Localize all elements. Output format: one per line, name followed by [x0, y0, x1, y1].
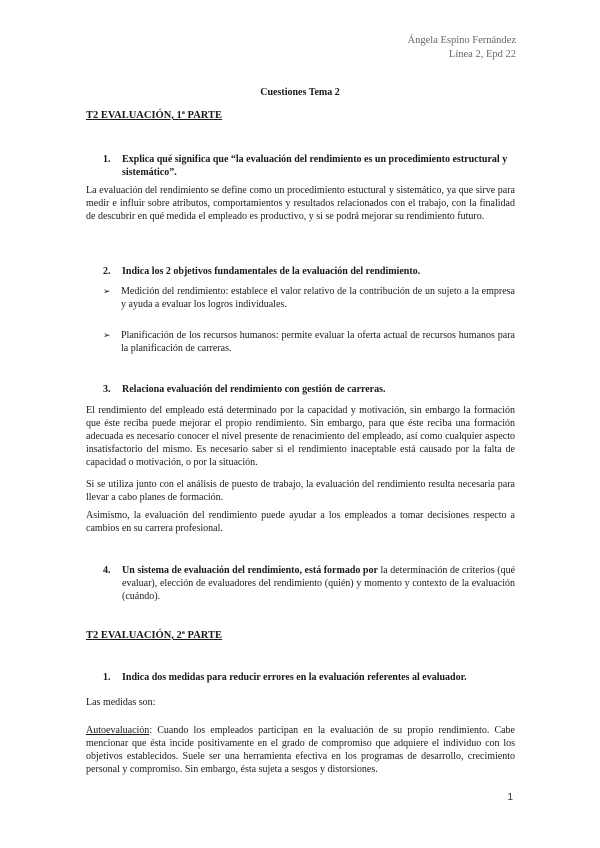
bullet-item: [103, 285, 515, 311]
question-1: [103, 153, 515, 179]
bullet-item: [103, 329, 515, 355]
question-part2-1: [103, 671, 515, 684]
question-number: 4.: [103, 565, 111, 576]
question-2: [103, 265, 515, 278]
bullet-text: Planificación de los recursos humanos: permite evaluar la oferta actual de recursos humanos para la planificación de carreras.: [121, 330, 515, 354]
header-author: Ángela Espino Fernández: [407, 35, 516, 46]
question-4-rest: la determinación de criterios (qué evaluar), elección de evaluadores del rendimiento (quién) y momento y contexto de la evaluación (cuándo).: [122, 565, 516, 602]
question-4: [103, 564, 515, 603]
question-text: Explica qué significa que “la evaluación del rendimiento es un procedimiento estructural y sistemático”.: [122, 154, 508, 178]
bullet-text: Medición del rendimiento: establece el valor relativo de la contribución de un sujeto a la empresa y ayuda a evaluar los logros individuales.: [121, 286, 515, 310]
page-number: 1: [507, 792, 513, 803]
answer-3-paragraph: Asimismo, la evaluación del rendimiento puede ayudar a los empleados a tomar decisiones respecto a cambios en su carrera profesional.: [86, 510, 515, 534]
term-autoevaluacion: Autoevaluación: [86, 725, 150, 736]
section-heading-part2: T2 EVALUACIÓN, 2ª PARTE: [86, 630, 222, 641]
answer-part2-1: [86, 724, 515, 776]
question-4-bold: Un sistema de evaluación del rendimiento, está formado por: [122, 565, 378, 576]
answer-intro: Las medidas son:: [86, 697, 156, 708]
section-heading-part1: T2 EVALUACIÓN, 1ª PARTE: [86, 110, 222, 121]
arrowhead-bullet-icon: ➢: [103, 330, 111, 340]
header-line: Línea 2, Epd 22: [448, 49, 516, 60]
question-text: Relaciona evaluación del rendimiento con gestión de carreras.: [122, 384, 386, 395]
question-number: 1.: [103, 154, 111, 165]
question-text: Indica los 2 objetivos fundamentales de la evaluación del rendimiento.: [122, 266, 421, 277]
answer-3-paragraph: El rendimiento del empleado está determinado por la capacidad y motivación, sin embargo la formación que éste reciba puede mejorar el propio rendimiento. Sin embargo, para que éste reciba una formación adecuada es necesario conocer el nivel presente de renacimiento del empleado, así como cualquier aspecto insatisfactorio del mismo. Es necesario saber si el rendimiento inaceptable está causado por la falta de capacidad o motivación, o por la situación.: [86, 405, 515, 468]
document-title: Cuestiones Tema 2: [260, 87, 340, 98]
page-header: [408, 34, 516, 62]
question-number: 1.: [103, 672, 111, 683]
question-number: 3.: [103, 384, 111, 395]
answer-3-paragraph: Si se utiliza junto con el análisis de puesto de trabajo, la evaluación del rendimiento resulta necesaria para llevar a cabo planes de formación.: [86, 479, 515, 503]
question-text: Indica dos medidas para reducir errores en la evaluación referentes al evaluador.: [122, 672, 467, 683]
question-number: 2.: [103, 266, 111, 277]
question-3: [103, 383, 515, 396]
answer-1: La evaluación del rendimiento se define como un procedimiento estuctural y sistemático, ya que sirve para medir e influir sobre atributos, comportamientos y resultados relacionados con el trabajo, con la finalidad de descubrir en qué medida el empleado es productivo, y si se podrá mejorar su rendimiento futuro.: [86, 185, 515, 222]
answer-text: : Cuando los empleados participan en la evaluación de su propio rendimiento. Cabe mencionar que ésta incide positivamente en el grado de compromiso que adquiere el individuo con los objetivos establecidos. Suele ser una herramienta efectiva en los programas de desarrollo, crecimiento personal y compromiso. Sin embargo, ésta sujeta a sesgos y distorsiones.: [86, 725, 515, 775]
arrowhead-bullet-icon: ➢: [103, 286, 111, 296]
